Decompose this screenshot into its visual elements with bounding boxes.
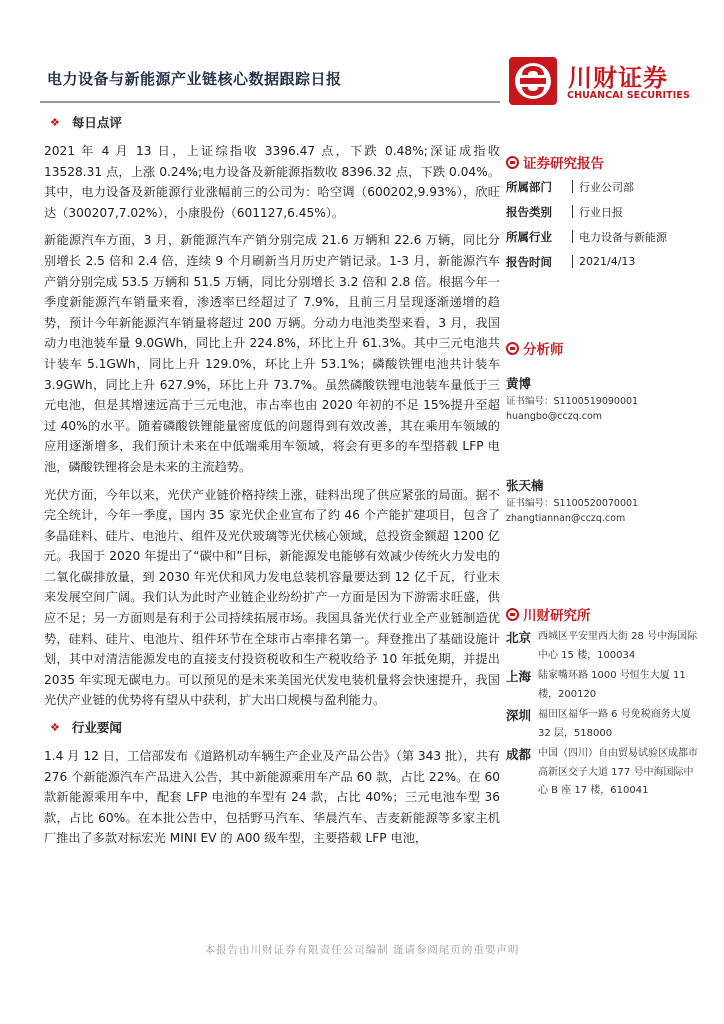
diamond-bullet-icon: ❖: [50, 115, 60, 129]
section-title: 每日点评: [71, 114, 122, 130]
analyst-cert: 证书编号：S1100520070001: [506, 498, 639, 509]
info-row-type: 报告类别 行业日报: [506, 204, 623, 219]
institute-head: 川财研究所: [506, 602, 702, 626]
logo-name-en: CHUANCAI SECURITIES: [567, 90, 690, 101]
office-shenzhen: 深圳 福田区福华一路 6 号免税商务大厦 32 层，518000: [506, 708, 691, 739]
analyst-email[interactable]: huangbo@cczq.com: [506, 411, 603, 422]
info-row-date: 报告时间 2021/4/13: [506, 254, 636, 269]
info-row-industry: 所属行业 电力设备与新能源: [506, 229, 667, 244]
analyst-email[interactable]: zhangtiannan@cczq.com: [506, 513, 626, 524]
office-beijing: 北京 西城区平安里西大街 28 号中海国际中心 15 楼，100034: [506, 630, 698, 661]
analyst-head: 分析师: [506, 336, 702, 360]
paragraph-market: 2021 年 4 月 13 日，上证综指收 3396.47 点，下跌 0.48%;深证成指收 13528.31 点，上涨 0.24%;电力设备及新能源指数收 8396.32 点，下跌 0.04%。其中，电力设备及新能源行业涨幅前三的公司为：哈空调（600202,9.93%），欣旺达（300207,7.02%），小康股份（601127,6.45%）。: [44, 144, 500, 220]
footer-disclaimer: 本报告由川财证券有限责任公司编制 谨请参阅尾页的重要声明: [204, 944, 520, 956]
analyst-card: [506, 374, 702, 424]
paragraph-news-1: 1.4 月 12 日，工信部发布《道路机动车辆生产企业及产品公告》（第 343 批），共有 276 个新能源汽车产品进入公告，其中新能源乘用车产品 60 款，占比 22%。在 60 款新能源乘用车中，配套 LFP 电池的车型有 24 款，占比 40%；三元电池车型 36 款，占比 60%。在本批公告中，包括野马汽车、华晨汽车、吉麦新能源等多家主机厂推出了多款对标宏光 MINI EV 的 A00 级车型，主要搭载 LFP 电池，: [44, 749, 500, 846]
section-heading-industry-news: [50, 715, 500, 741]
paragraph-pv: 光伏方面，今年以来，光伏产业链价格持续上涨，硅料出现了供应紧张的局面。据不完全统计，今年一季度，国内 35 家光伏企业宣布了约 46 个产能扩建项目，包含了多晶硅料、硅片、电池片、组件及光伏玻璃等光伏核心领域，总投资金额超 1200 亿元。我国于 2020 年提出了“碳中和”目标，新能源发电能够有效减少传统火力发电的二氧化碳排放量，到 2030 年光伏和风力发电总装机容量要达到 12 亿千瓦，行业未来发展空间广阔。我们认为此时产业链企业纷纷扩产一方面是因为下游需求旺盛，供应不足；另一方面则是有利于公司持续拓展市场。我国具备光伏行业全产业链制造优势，硅料、硅片、电池片、组件环节在全球市占率排名第一。拜登推出了基础设施计划，其中对清洁能源发电的直接支付投资税收和生产税收给予 10 年抵免期，并提出 2035 年实现无碳电力。可以预见的是未来美国光伏发电装机量将会快速提升，我国光伏产业链的优势将有望从中获利，扩大出口规模与盈利能力。: [44, 487, 500, 708]
paragraph-nev: 新能源汽车方面，3 月，新能源汽车产销分别完成 21.6 万辆和 22.6 万辆，同比分别增长 2.5 倍和 2.4 倍，连续 9 个月刷新当月历史产销记录。1-3 月，新能源汽车产销分别完成 53.5 万辆和 51.5 万辆，同比分别增长 3.2 倍和 2.8 倍。根据今年一季度新能源汽车销量来看，渗透率已经超过了 7.9%，且前三月呈现逐渐递增的趋势，预计今年新能源汽车销量将超过 200 万辆。分动力电池类型来看，3 月，我国动力电池装车量 9.0GWh，同比上升 224.8%，环比上升 61.3%。其中三元电池共计装车 5.1GWh，同比上升 129.0%，环比上升 53.1%；磷酸铁锂电池共计装车 3.9GWh，同比上升 627.9%，环比上升 73.7%。虽然磷酸铁锂电池装车量低于三元电池，但是其增速远高于三元电池，市占率也由 2020 年初的不足 15%提升至超过 40%的水平。随着磷酸铁锂能量密度低的问题得到有效改善，其在乘用车领域的应用逐渐增多，我们预计未来在中低端乘用车领域，将会有更多的车型搭载 LFP 电池，磷酸铁锂将会是未来的主流趋势。: [44, 233, 500, 474]
sidebar: [506, 150, 702, 801]
main-content: [44, 110, 500, 849]
report-icon: [506, 156, 519, 169]
info-row-department: 所属部门 行业公司部: [506, 179, 634, 194]
diamond-bullet-icon: ❖: [50, 720, 60, 734]
analyst-card: [506, 476, 702, 526]
analyst-cert: 证书编号：S1100519090001: [506, 396, 639, 407]
analyst-name: 黄博: [506, 376, 532, 391]
chuancai-logo-icon: [508, 56, 558, 106]
analyst-name: 张天楠: [506, 478, 544, 493]
office-chengdu: 成都 中国（四川）自由贸易试验区成都市高新区交子大道 177 号中海国际中心 B 座 17 楼，610041: [506, 747, 698, 796]
header-divider: [40, 101, 500, 103]
analyst-icon: [506, 342, 519, 355]
report-title: 电力设备与新能源产业链核心数据跟踪日报: [47, 70, 342, 88]
report-head: 证券研究报告: [506, 150, 702, 174]
section-heading-daily-review: [50, 110, 500, 136]
institute-icon: [506, 608, 519, 621]
section-title: 行业要闻: [71, 719, 122, 735]
office-shanghai: 上海 陆家嘴环路 1000 号恒生大厦 11 楼，200120: [506, 669, 686, 700]
logo-name-cn: 川财证券: [568, 64, 668, 92]
company-logo: [508, 56, 690, 106]
